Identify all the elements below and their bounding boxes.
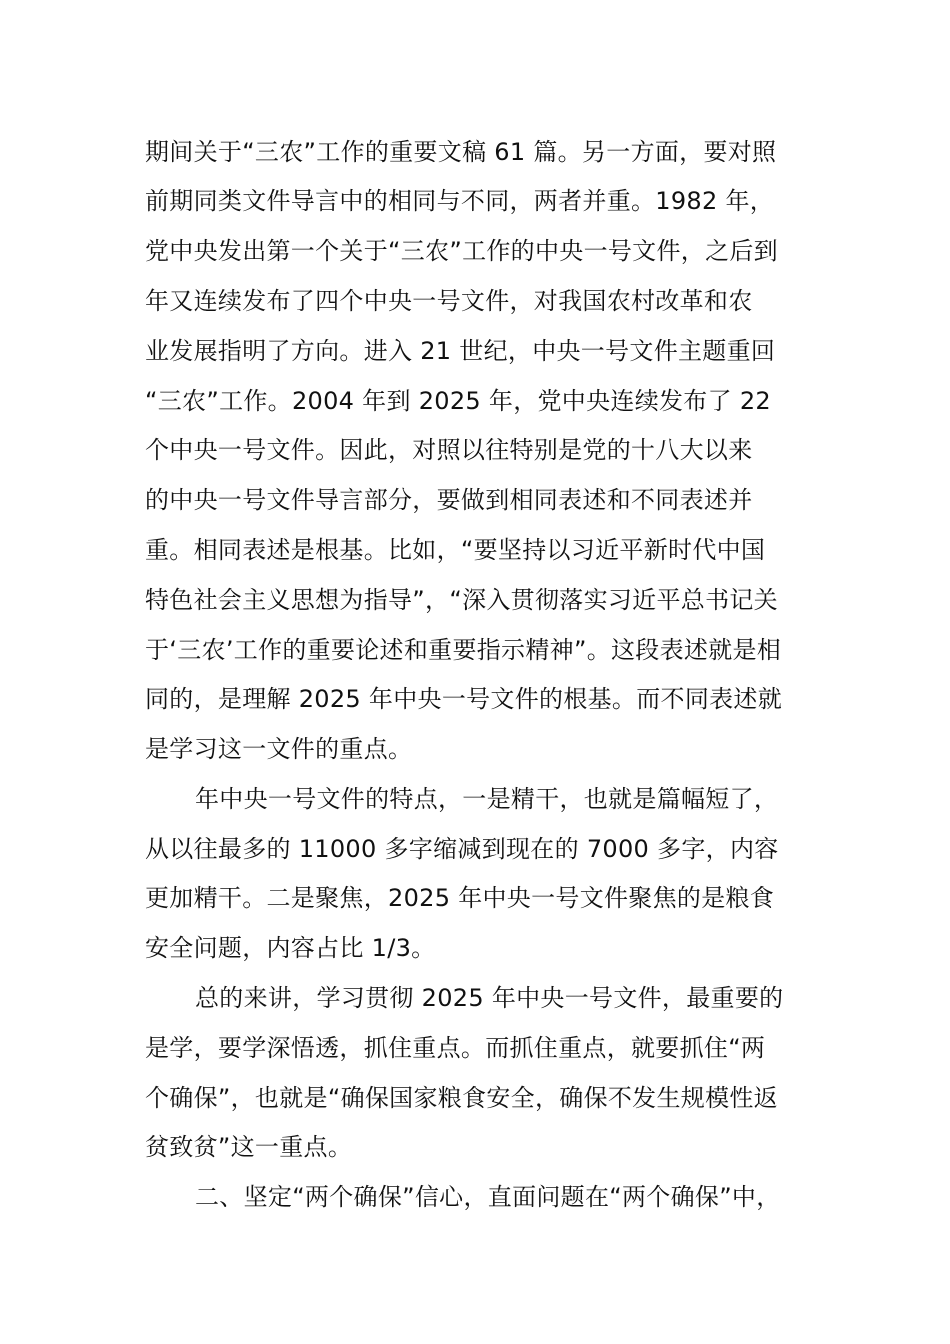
text-line: 特色社会主义思想为指导”，“深入贯彻落实习近平总书记关 [145, 586, 778, 614]
text-line: 个中央一号文件。因此，对照以往特别是党的十八大以来 [145, 436, 753, 464]
paragraph-first-line: 总的来讲，学习贯彻 2025 年中央一号文件，最重要的 [195, 984, 784, 1012]
text-line: “三农”工作。2004 年到 2025 年，党中央连续发布了 22 [145, 387, 771, 415]
text-line: 安全问题，内容占比 1/3。 [145, 934, 436, 962]
text-line: 更加精干。二是聚焦，2025 年中央一号文件聚焦的是粮食 [145, 884, 775, 912]
text-line: 同的，是理解 2025 年中央一号文件的根基。而不同表述就 [145, 685, 783, 713]
text-line: 于‘三农’工作的重要论述和重要指示精神”。这段表述就是相 [145, 636, 782, 664]
text-line: 重。相同表述是根基。比如，“要坚持以习近平新时代中国 [145, 536, 766, 564]
text-line: 是学，要学深悟透，抓住重点。而抓住重点，就要抓住“两 [145, 1034, 766, 1062]
text-line: 前期同类文件导言中的相同与不同，两者并重。1982 年， [145, 187, 775, 215]
text-line: 期间关于“三农”工作的重要文稿 61 篇。另一方面，要对照 [145, 138, 777, 166]
text-line: 党中央发出第一个关于“三农”工作的中央一号文件，之后到 [145, 237, 778, 265]
text-line: 的中央一号文件导言部分，要做到相同表述和不同表述并 [145, 486, 753, 514]
text-line: 个确保”，也就是“确保国家粮食安全，确保不发生规模性返 [145, 1084, 778, 1112]
text-line: 年又连续发布了四个中央一号文件，对我国农村改革和农 [145, 287, 753, 315]
text-line: 贫致贫”这一重点。 [145, 1133, 353, 1161]
paragraph-first-line: 年中央一号文件的特点，一是精干，也就是篇幅短了， [195, 785, 779, 813]
text-line: 从以往最多的 11000 多字缩减到现在的 7000 多字，内容 [145, 835, 779, 863]
text-line: 是学习这一文件的重点。 [145, 735, 413, 763]
text-line: 业发展指明了方向。进入 21 世纪，中央一号文件主题重回 [145, 337, 776, 365]
section-heading-line: 二、坚定“两个确保”信心，直面问题在“两个确保”中， [195, 1183, 781, 1211]
